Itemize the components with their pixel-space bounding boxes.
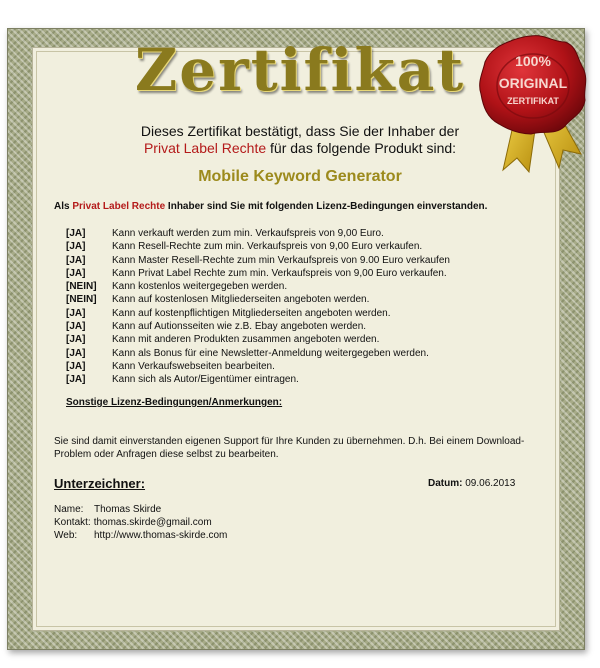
rule-status: [JA] — [66, 228, 86, 239]
rule-text: Kann auf Autionsseiten wie z.B. Ebay angeboten werden. — [112, 321, 367, 333]
date-field — [428, 478, 515, 489]
rule-text: Kann verkauft werden zum min. Verkaufspreis von 9,00 Euro. — [112, 228, 384, 239]
seal-line-3: ZERTIFIKAT — [507, 96, 559, 106]
rule-text: Kann Privat Label Rechte zum min. Verkaufspreis von 9,00 Euro verkaufen. — [112, 267, 447, 279]
rule-text: Kann Master Resell-Rechte zum min Verkaufspreis von 9.00 Euro verkaufen — [112, 254, 450, 266]
date-label: Datum: — [428, 478, 463, 489]
rule-status: [JA] — [66, 254, 86, 266]
license-rule-row — [66, 347, 450, 360]
intro-line-1: Dieses Zertifikat bestätigt, dass Sie der Inhaber der — [140, 123, 460, 139]
rule-status: [JA] — [66, 241, 86, 253]
signer-contact-row — [54, 516, 227, 529]
rule-status: [JA] — [66, 307, 86, 319]
rule-status: [JA] — [66, 267, 86, 279]
signer-contact: thomas.skirde@gmail.com — [93, 517, 212, 528]
license-rule-row — [66, 360, 450, 373]
rule-status: [JA] — [66, 360, 86, 372]
license-intro-rights: Privat Label Rechte — [72, 201, 166, 212]
license-intro-pre: Als — [54, 201, 73, 212]
rule-status: [NEIN] — [66, 281, 97, 293]
rule-status: [JA] — [66, 321, 86, 333]
intro-rights-highlight: Privat Label Rechte — [143, 140, 267, 156]
rule-status: [JA] — [66, 334, 86, 346]
license-rule-row — [66, 267, 450, 280]
license-rule-row — [66, 373, 450, 386]
intro-line-2-rest: für das folgende Produkt sind: — [266, 140, 457, 156]
rule-text: Kann Verkaufswebseiten bearbeiten. — [112, 360, 275, 372]
signer-title: Unterzeichner: — [54, 476, 146, 491]
signer-contact-label: Kontakt: — [54, 517, 91, 528]
date-value: 09.06.2013 — [465, 478, 516, 489]
signer-web-label: Web: — [54, 530, 78, 541]
rule-text: Kann sich als Autor/Eigentümer eintragen. — [112, 374, 299, 386]
signer-name: Thomas Skirde — [94, 504, 162, 515]
license-rule-row — [66, 307, 450, 320]
signer-details — [54, 503, 227, 542]
signer-name-row — [54, 503, 227, 516]
rule-text: Kann mit anderen Produkten zusammen angeboten werden. — [112, 334, 380, 346]
certificate-title: Zertifikat — [134, 36, 466, 104]
rule-status: [JA] — [66, 374, 86, 386]
rule-text: Kann als Bonus für eine Newsletter-Anmeldung weitergegeben werden. — [112, 347, 429, 359]
other-conditions-title: Sonstige Lizenz-Bedingungen/Anmerkungen: — [66, 397, 283, 408]
license-rule-row — [66, 254, 450, 267]
license-intro-post: Inhaber sind Sie mit folgenden Lizenz-Bedingungen einverstanden. — [165, 201, 488, 212]
product-name: Mobile Keyword Generator — [198, 168, 402, 185]
seal-line-1: 100% — [515, 53, 551, 69]
license-rule-row — [66, 333, 450, 346]
rule-text: Kann Resell-Rechte zum min. Verkaufspreis von 9,00 Euro verkaufen. — [112, 241, 423, 253]
license-rule-row — [66, 240, 450, 253]
license-rule-row — [66, 280, 450, 293]
rule-text: Kann kostenlos weitergegeben werden. — [112, 281, 288, 293]
signer-web-row — [54, 529, 227, 542]
license-rule-row — [66, 227, 450, 240]
rule-status: [NEIN] — [66, 294, 97, 306]
signer-web[interactable]: http://www.thomas-skirde.com — [94, 530, 228, 541]
signer-name-label: Name: — [54, 504, 84, 515]
wax-seal-icon — [473, 30, 591, 180]
rule-text: Kann auf kostenlosen Mitgliederseiten angeboten werden. — [112, 294, 370, 306]
rule-text: Kann auf kostenpflichtigen Mitgliederseiten angeboten werden. — [112, 307, 391, 319]
license-intro — [54, 201, 487, 212]
support-text: Sie sind damit einverstanden eigenen Support für Ihre Kunden zu übernehmen. D.h. Bei einem Download-Problem oder Anfragen diese selbst zu bearbeiten. — [54, 436, 525, 460]
license-rules-list — [66, 227, 450, 387]
license-rule-row — [66, 320, 450, 333]
seal-line-2: ORIGINAL — [498, 75, 568, 91]
rule-status: [JA] — [66, 347, 86, 359]
license-rule-row — [66, 293, 450, 306]
